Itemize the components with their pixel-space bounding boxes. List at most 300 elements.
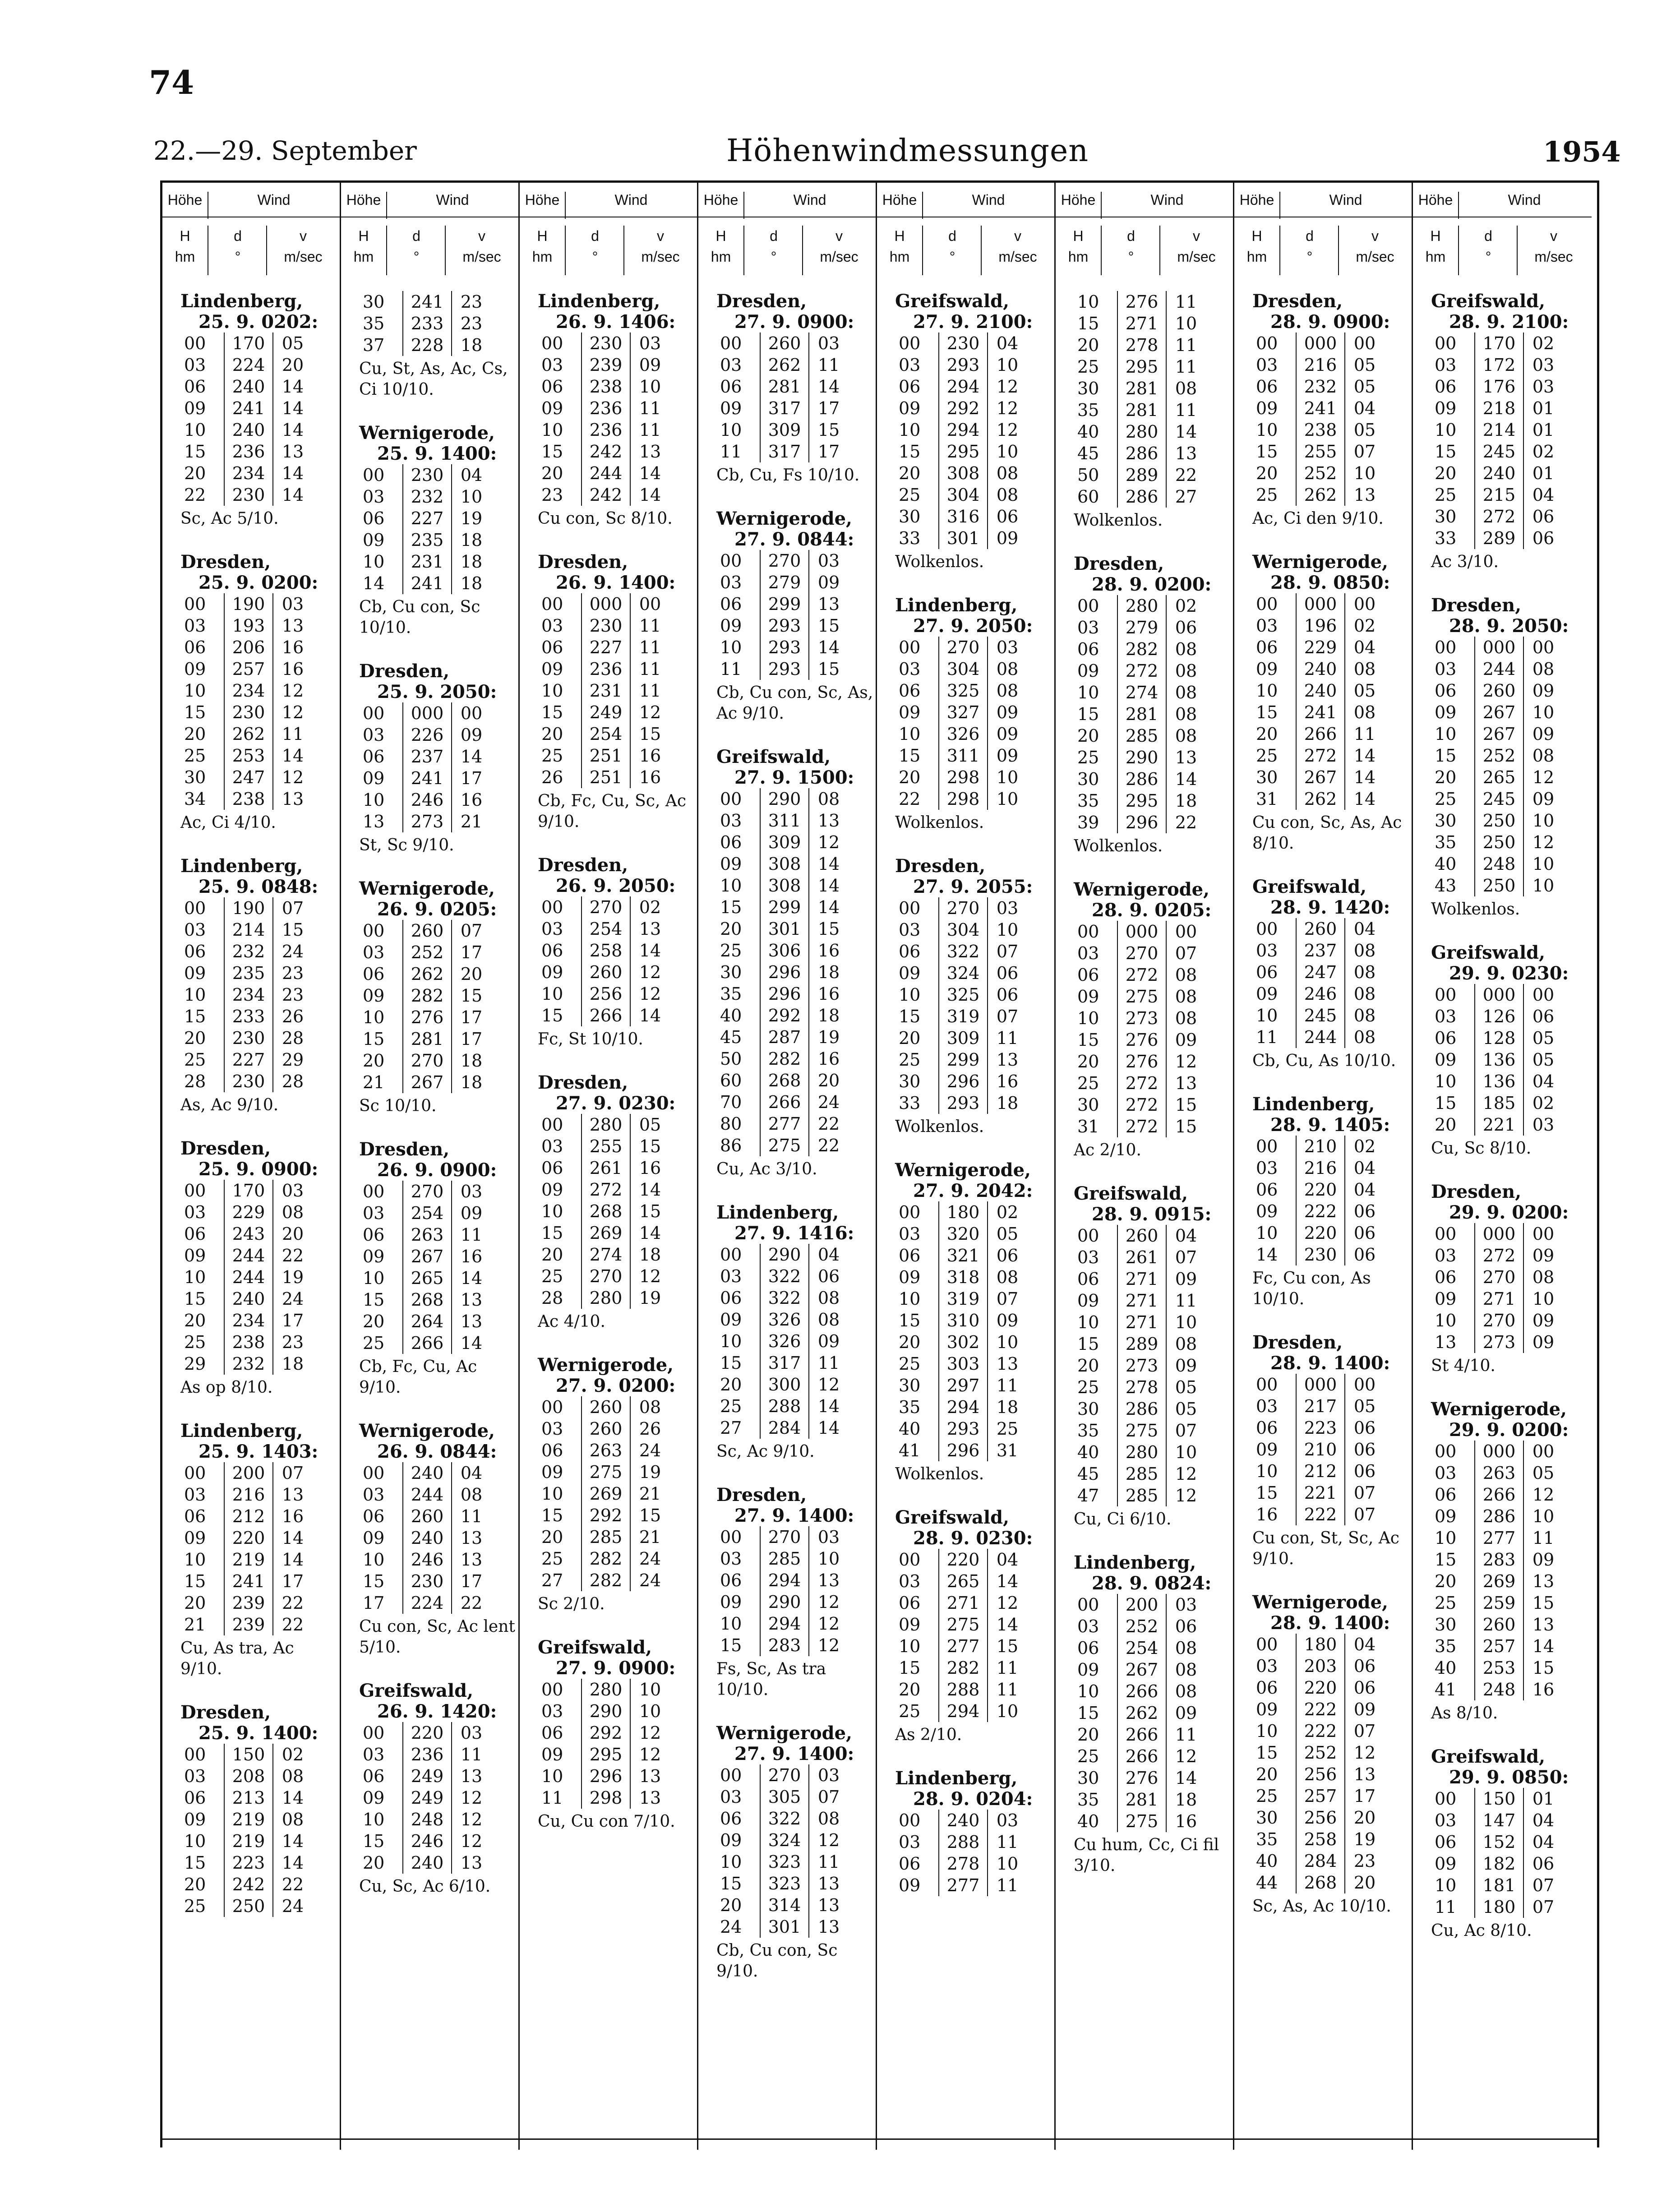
- cloud-remark: Sc, Ac 5/10.: [180, 509, 279, 528]
- direction-cell: 290: [760, 1591, 809, 1613]
- sounding-block: [520, 291, 697, 529]
- speed-cell: 08: [996, 681, 1019, 701]
- height-cell: 03: [1435, 355, 1457, 375]
- direction-cell: 253: [224, 745, 273, 767]
- height-cell: 00: [899, 1550, 921, 1570]
- sounding-block: [1056, 1552, 1233, 1876]
- height-cell: 03: [720, 811, 742, 831]
- speed-cell: 07: [282, 1463, 304, 1483]
- speed-cell: 01: [1532, 463, 1555, 483]
- height-cell: 23: [541, 485, 563, 505]
- speed-cell: 09: [817, 1331, 840, 1351]
- header-v: v m/sec: [623, 226, 697, 275]
- speed-cell: 05: [639, 1115, 661, 1135]
- direction-cell: 170: [1475, 332, 1523, 354]
- direction-cell: 262: [1296, 788, 1345, 810]
- direction-cell: 266: [1475, 1484, 1523, 1505]
- height-cell: 09: [184, 1528, 206, 1548]
- speed-cell: 17: [460, 1571, 483, 1591]
- height-cell: 21: [363, 1072, 385, 1092]
- header-d: d °: [386, 226, 446, 275]
- table-row: [180, 1744, 312, 1765]
- column-body: [877, 291, 1054, 1914]
- direction-cell: 270: [939, 637, 988, 658]
- cloud-remark: As, Ac 9/10.: [180, 1096, 279, 1114]
- height-cell: 22: [184, 485, 206, 505]
- cloud-remark: Sc, As, Ac 10/10.: [1252, 1897, 1391, 1916]
- direction-cell: 229: [224, 1201, 273, 1223]
- direction-cell: 290: [582, 1700, 630, 1722]
- table-row: [895, 702, 1027, 723]
- direction-cell: 281: [1117, 378, 1166, 399]
- observation-time: 25. 9. 0900:: [198, 1159, 319, 1180]
- header-hoehe: Höhe: [167, 192, 203, 208]
- header-d: d °: [565, 226, 624, 275]
- height-cell: 10: [720, 1614, 742, 1634]
- direction-cell: 272: [1296, 745, 1345, 767]
- header-v: v m/sec: [1159, 226, 1232, 275]
- table-row: [1431, 984, 1563, 1006]
- speed-cell: 16: [996, 1071, 1019, 1091]
- direction-cell: 214: [224, 919, 273, 941]
- speed-cell: 12: [996, 420, 1019, 440]
- direction-cell: 278: [1117, 1376, 1166, 1398]
- height-cell: 00: [720, 333, 742, 353]
- table-row: [538, 1787, 669, 1809]
- speed-cell: 08: [1353, 659, 1376, 679]
- height-cell: 00: [363, 1182, 385, 1201]
- height-cell: 00: [1435, 1224, 1457, 1244]
- height-cell: 09: [899, 963, 921, 983]
- height-cell: 09: [1256, 398, 1278, 418]
- table-row: [1252, 658, 1384, 680]
- speed-cell: 08: [639, 1397, 661, 1417]
- height-cell: 30: [899, 507, 921, 526]
- direction-cell: 294: [760, 1570, 809, 1591]
- sounding-block: [1413, 942, 1592, 1159]
- sounding-block: [341, 1681, 518, 1897]
- table-row: [1074, 1051, 1205, 1072]
- height-cell: 20: [899, 1028, 921, 1048]
- height-cell: 00: [1256, 1136, 1278, 1156]
- table-row: [538, 1679, 669, 1700]
- sounding-block: [877, 595, 1054, 833]
- table-row: [359, 1549, 491, 1570]
- height-cell: 09: [1077, 987, 1099, 1007]
- speed-cell: 12: [817, 1592, 840, 1612]
- speed-cell: 05: [282, 333, 304, 353]
- observation-table: [1074, 595, 1205, 833]
- direction-cell: 316: [939, 506, 988, 527]
- speed-cell: 07: [1353, 442, 1376, 462]
- table-row: [359, 1830, 491, 1852]
- direction-cell: 276: [1117, 1767, 1166, 1789]
- sounding-block: [1413, 595, 1592, 920]
- height-cell: 06: [899, 681, 921, 701]
- speed-cell: 10: [460, 487, 483, 507]
- direction-cell: 320: [939, 1223, 988, 1245]
- station-name: Lindenberg,: [180, 855, 303, 877]
- speed-cell: 00: [1353, 333, 1376, 353]
- table-row: [180, 1331, 312, 1353]
- height-cell: 09: [1256, 659, 1278, 679]
- direction-cell: 325: [939, 984, 988, 1006]
- direction-cell: 244: [224, 1245, 273, 1266]
- direction-cell: 229: [1296, 637, 1345, 658]
- speed-cell: 08: [996, 1267, 1019, 1287]
- height-cell: 10: [1435, 724, 1457, 744]
- observation-table: [538, 1396, 669, 1591]
- height-cell: 25: [720, 941, 742, 961]
- speed-cell: 06: [1353, 1418, 1376, 1438]
- height-cell: 06: [363, 1506, 385, 1526]
- direction-cell: 282: [939, 1657, 988, 1679]
- speed-cell: 14: [282, 398, 304, 418]
- header-H: H hm: [532, 228, 553, 265]
- observation-time: 29. 9. 0850:: [1449, 1767, 1569, 1788]
- speed-cell: 13: [1175, 748, 1197, 767]
- direction-cell: 293: [939, 1418, 988, 1440]
- direction-cell: 244: [403, 1484, 452, 1505]
- direction-cell: 276: [1117, 1051, 1166, 1072]
- direction-cell: 319: [939, 1006, 988, 1027]
- direction-cell: 248: [1475, 853, 1523, 875]
- height-cell: 03: [1435, 1810, 1457, 1830]
- height-cell: 09: [363, 986, 385, 1006]
- height-cell: 10: [363, 1007, 385, 1027]
- table-row: [895, 1635, 1027, 1657]
- table-row: [359, 1267, 491, 1289]
- direction-cell: 270: [939, 897, 988, 919]
- table-row: [1431, 1006, 1563, 1027]
- wind-table: [160, 180, 1599, 2147]
- height-cell: 10: [541, 681, 563, 701]
- direction-cell: 255: [582, 1136, 630, 1157]
- table-row: [895, 1201, 1027, 1223]
- height-cell: 06: [899, 1246, 921, 1265]
- height-cell: 20: [720, 1375, 742, 1395]
- column-header: [698, 187, 876, 277]
- speed-cell: 13: [817, 1917, 840, 1937]
- speed-cell: 04: [1532, 1810, 1555, 1830]
- height-cell: 06: [363, 747, 385, 767]
- header-d: d °: [1101, 226, 1160, 275]
- height-cell: 09: [184, 659, 206, 679]
- direction-cell: 230: [582, 615, 630, 637]
- speed-cell: 24: [817, 1092, 840, 1112]
- height-cell: 03: [1256, 355, 1278, 375]
- table-row: [1074, 291, 1205, 313]
- table-row: [359, 1202, 491, 1224]
- direction-cell: 302: [939, 1331, 988, 1353]
- direction-cell: 270: [403, 1050, 452, 1071]
- station-name: Wernigerode,: [1252, 1592, 1388, 1613]
- direction-cell: 275: [1117, 986, 1166, 1007]
- cloud-remark: Cu con, Sc 8/10.: [538, 509, 673, 528]
- direction-cell: 277: [1475, 1527, 1523, 1549]
- direction-cell: 324: [760, 1829, 809, 1851]
- observation-time: 29. 9. 0200:: [1449, 1419, 1569, 1441]
- height-cell: 25: [1077, 1073, 1099, 1093]
- speed-cell: 17: [817, 398, 840, 418]
- table-row: [1431, 419, 1563, 441]
- table-row: [895, 1549, 1027, 1570]
- speed-cell: 05: [1175, 1399, 1197, 1419]
- speed-cell: 06: [1353, 1678, 1376, 1698]
- height-cell: 15: [899, 442, 921, 462]
- speed-cell: 15: [639, 1136, 661, 1156]
- speed-cell: 11: [282, 724, 304, 744]
- height-cell: 25: [184, 746, 206, 766]
- table-row: [359, 1592, 491, 1614]
- table-row: [359, 1570, 491, 1592]
- table-row: [1252, 1482, 1384, 1504]
- column-body: [698, 291, 876, 2004]
- speed-cell: 04: [1532, 485, 1555, 505]
- speed-cell: 08: [1175, 704, 1197, 724]
- observation-time: 27. 9. 1500:: [734, 767, 854, 788]
- height-cell: 20: [1256, 463, 1278, 483]
- table-row: [1252, 1026, 1384, 1048]
- table-row: [1431, 745, 1563, 767]
- height-cell: 15: [541, 1223, 563, 1243]
- table-row: [180, 1570, 312, 1592]
- direction-cell: 268: [403, 1289, 452, 1311]
- table-row: [1252, 788, 1384, 810]
- station-name: Dresden,: [1074, 553, 1164, 574]
- height-cell: 45: [1077, 443, 1099, 463]
- height-cell: 00: [1077, 1595, 1099, 1615]
- direction-cell: 295: [1117, 356, 1166, 378]
- speed-cell: 06: [1353, 1223, 1376, 1243]
- speed-cell: 08: [1175, 1638, 1197, 1658]
- table-row: [359, 508, 491, 529]
- speed-cell: 03: [1532, 377, 1555, 397]
- table-row: [1431, 332, 1563, 354]
- direction-cell: 281: [1117, 399, 1166, 421]
- speed-cell: 11: [1175, 1725, 1197, 1745]
- height-cell: 60: [720, 1071, 742, 1090]
- height-cell: 10: [1077, 1312, 1099, 1332]
- speed-cell: 11: [1175, 400, 1197, 420]
- speed-cell: 10: [639, 1680, 661, 1699]
- table-row: [716, 550, 848, 572]
- height-cell: 06: [1077, 965, 1099, 985]
- speed-cell: 12: [1353, 1743, 1376, 1763]
- speed-cell: 11: [996, 1028, 1019, 1048]
- direction-cell: 286: [1117, 768, 1166, 790]
- table-row: [1431, 1831, 1563, 1853]
- direction-cell: 256: [582, 983, 630, 1005]
- table-row: [538, 1244, 669, 1265]
- table-row: [1074, 1420, 1205, 1441]
- height-cell: 10: [720, 1331, 742, 1351]
- table-row: [1074, 1311, 1205, 1333]
- height-cell: 03: [899, 659, 921, 679]
- speed-cell: 17: [460, 1029, 483, 1049]
- table-column: [877, 183, 1056, 2150]
- speed-cell: 09: [1175, 1030, 1197, 1050]
- speed-cell: 17: [1353, 1786, 1376, 1806]
- height-cell: 15: [363, 1571, 385, 1591]
- table-row: [538, 961, 669, 983]
- speed-cell: 03: [817, 333, 840, 353]
- height-cell: 00: [899, 1810, 921, 1830]
- height-cell: 10: [541, 1484, 563, 1504]
- speed-cell: 08: [1353, 962, 1376, 982]
- sounding-block: [1413, 1182, 1592, 1376]
- speed-cell: 15: [817, 659, 840, 679]
- direction-cell: 234: [224, 462, 273, 484]
- table-row: [1074, 1702, 1205, 1724]
- observation-time: 26. 9. 2050:: [556, 875, 676, 896]
- station-name: Dresden,: [180, 551, 271, 573]
- height-cell: 21: [184, 1615, 206, 1635]
- table-row: [1252, 1244, 1384, 1265]
- direction-cell: 260: [582, 1418, 630, 1440]
- speed-cell: 12: [639, 962, 661, 982]
- observation-table: [1074, 921, 1205, 1137]
- sounding-block: [1234, 291, 1412, 529]
- speed-cell: 00: [1532, 985, 1555, 1005]
- table-row: [895, 962, 1027, 984]
- table-row: [1431, 484, 1563, 506]
- speed-cell: 16: [460, 790, 483, 810]
- direction-cell: 206: [224, 637, 273, 658]
- speed-cell: 08: [817, 1310, 840, 1330]
- height-cell: 25: [363, 1333, 385, 1353]
- direction-cell: 234: [224, 1310, 273, 1331]
- height-cell: 25: [1077, 1746, 1099, 1766]
- observation-table: [895, 1201, 1027, 1461]
- speed-cell: 10: [1532, 1506, 1555, 1526]
- speed-cell: 16: [282, 1506, 304, 1526]
- height-cell: 40: [1435, 1658, 1457, 1678]
- speed-cell: 21: [639, 1484, 661, 1504]
- table-row: [716, 1570, 848, 1591]
- cloud-remark: Fc, St 10/10.: [538, 1030, 643, 1048]
- direction-cell: 290: [760, 788, 809, 810]
- height-cell: 09: [184, 1246, 206, 1265]
- height-cell: 09: [1435, 1854, 1457, 1874]
- height-cell: 10: [184, 1831, 206, 1851]
- direction-cell: 245: [1475, 788, 1523, 810]
- height-cell: 10: [184, 1267, 206, 1287]
- speed-cell: 11: [996, 1658, 1019, 1678]
- speed-cell: 10: [996, 789, 1019, 809]
- height-cell: 15: [184, 1289, 206, 1309]
- table-row: [180, 1245, 312, 1266]
- speed-cell: 03: [996, 898, 1019, 918]
- table-row: [1074, 747, 1205, 768]
- speed-cell: 14: [282, 746, 304, 766]
- observation-table: [359, 1181, 491, 1354]
- direction-cell: 279: [1117, 617, 1166, 638]
- observation-table: [716, 1526, 848, 1656]
- height-cell: 25: [184, 1896, 206, 1916]
- height-cell: 35: [1077, 791, 1099, 811]
- height-cell: 20: [1435, 1115, 1457, 1135]
- direction-cell: 262: [760, 354, 809, 376]
- speed-cell: 13: [996, 1354, 1019, 1374]
- direction-cell: 231: [582, 680, 630, 702]
- speed-cell: 09: [1532, 681, 1555, 701]
- direction-cell: 222: [1296, 1699, 1345, 1720]
- direction-cell: 269: [582, 1483, 630, 1505]
- table-row: [538, 1136, 669, 1157]
- table-row: [716, 1330, 848, 1352]
- direction-cell: 298: [582, 1787, 630, 1809]
- height-cell: 25: [1077, 748, 1099, 767]
- height-cell: 40: [899, 1419, 921, 1439]
- direction-cell: 267: [1296, 767, 1345, 788]
- station-name: Wernigerode,: [895, 1159, 1031, 1181]
- height-cell: 10: [1256, 681, 1278, 701]
- table-row: [538, 1157, 669, 1179]
- header-v: v m/sec: [445, 226, 518, 275]
- height-cell: 15: [363, 1831, 385, 1851]
- cloud-remark: Fs, Sc, As tra 10/10.: [716, 1660, 826, 1699]
- height-cell: 40: [1435, 854, 1457, 874]
- table-row: [716, 1526, 848, 1548]
- direction-cell: 000: [403, 702, 452, 724]
- table-row: [180, 1852, 312, 1874]
- direction-cell: 147: [1475, 1810, 1523, 1831]
- height-cell: 25: [184, 1050, 206, 1070]
- speed-cell: 04: [1353, 919, 1376, 939]
- speed-cell: 15: [1532, 1593, 1555, 1613]
- height-cell: 09: [899, 1875, 921, 1895]
- direction-cell: 322: [760, 1287, 809, 1309]
- height-cell: 33: [899, 528, 921, 548]
- speed-cell: 08: [996, 659, 1019, 679]
- table-row: [1431, 1245, 1563, 1266]
- speed-cell: 00: [1532, 1224, 1555, 1244]
- height-cell: 33: [1435, 528, 1457, 548]
- direction-cell: 263: [403, 1224, 452, 1246]
- direction-cell: 323: [760, 1851, 809, 1873]
- speed-cell: 14: [817, 637, 840, 657]
- header-wind: Wind: [922, 192, 1054, 219]
- direction-cell: 224: [224, 354, 273, 376]
- table-row: [359, 486, 491, 508]
- speed-cell: 10: [996, 920, 1019, 940]
- speed-cell: 09: [639, 355, 661, 375]
- table-row: [716, 593, 848, 615]
- table-row: [895, 745, 1027, 767]
- speed-cell: 17: [460, 768, 483, 788]
- height-cell: 09: [720, 616, 742, 636]
- height-cell: 10: [1256, 1006, 1278, 1025]
- sounding-block: [1056, 554, 1233, 857]
- direction-cell: 281: [1117, 703, 1166, 725]
- speed-cell: 00: [1532, 1441, 1555, 1461]
- table-row: [1252, 376, 1384, 397]
- speed-cell: 02: [1175, 596, 1197, 616]
- direction-cell: 185: [1475, 1092, 1523, 1114]
- speed-cell: 08: [1175, 661, 1197, 681]
- speed-cell: 10: [996, 1701, 1019, 1721]
- speed-cell: 10: [996, 1332, 1019, 1352]
- height-cell: 03: [1077, 1247, 1099, 1267]
- cloud-remark: Wolkenlos.: [895, 553, 984, 571]
- table-row: [716, 441, 848, 462]
- cloud-remark: Cu con, Sc, Ac lent 5/10.: [359, 1617, 515, 1657]
- speed-cell: 14: [282, 1831, 304, 1851]
- observation-table: [359, 920, 491, 1093]
- speed-cell: 05: [1532, 1050, 1555, 1070]
- speed-cell: 02: [1353, 1136, 1376, 1156]
